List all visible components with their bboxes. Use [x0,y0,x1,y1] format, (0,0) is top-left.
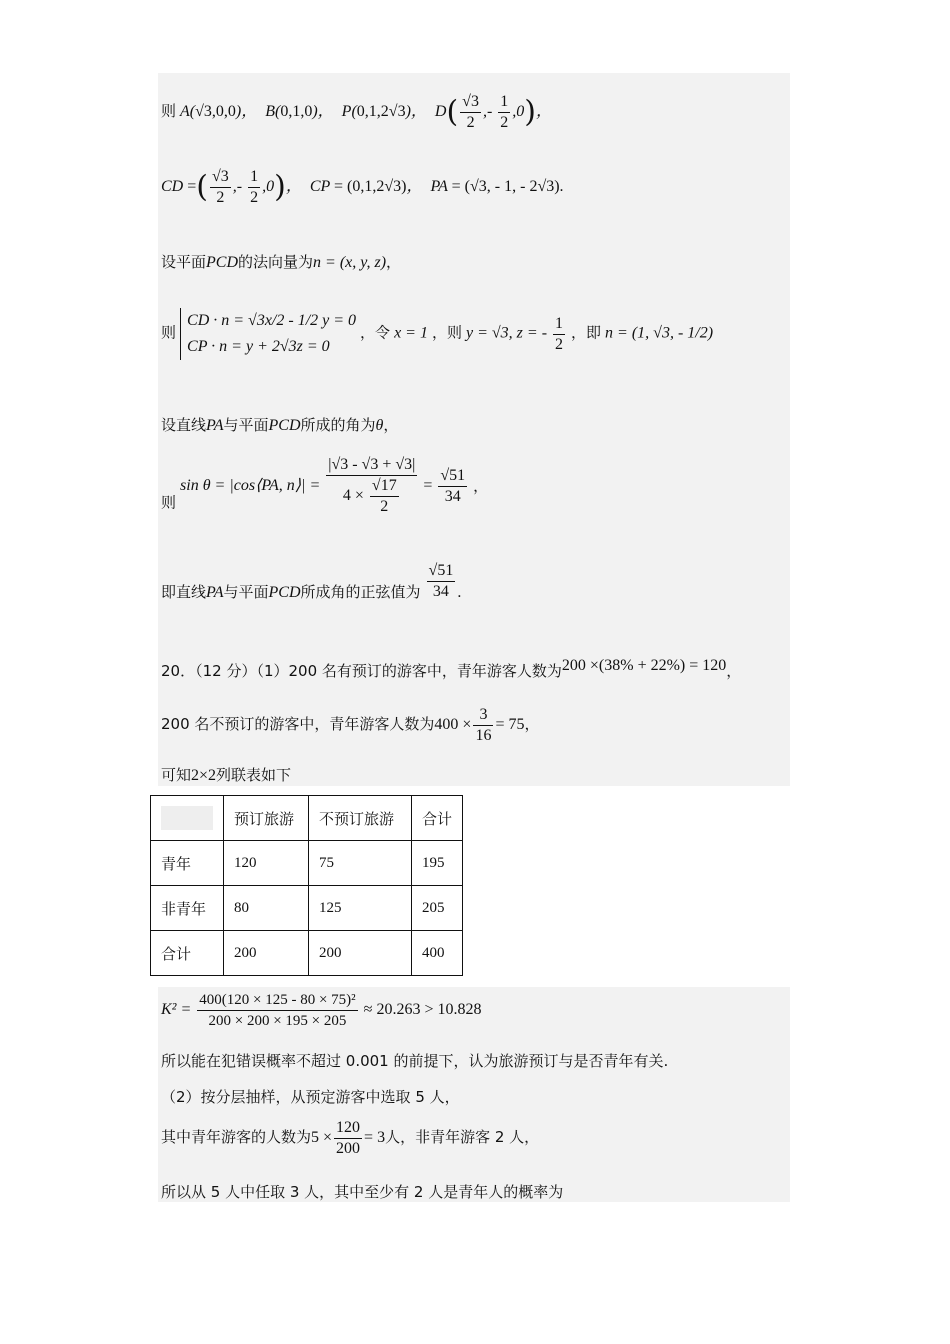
problem20-line2 [161,705,539,746]
text: ， [524,715,540,734]
table-size: 2×2 [191,767,217,784]
line-name: PA [206,584,224,602]
youth-sample-line [161,1118,539,1159]
text: 与平面 [223,583,269,602]
plane-name: PCD [268,417,301,434]
text-prefix: 则 [161,102,177,121]
text: ， [473,477,489,495]
expr: = 75 [495,716,525,734]
expr: 400 × [434,716,472,734]
table-cell: 205 [412,886,463,931]
fraction-120-200 [334,1118,362,1159]
frac-den: 34 [444,487,461,505]
table-corner-cell [151,796,224,841]
text: 可知 [161,766,192,784]
frac-num: 1 [553,314,565,335]
yz-values: y = √3, z = - [465,324,548,342]
table-header: 合计 [412,796,463,841]
vectors-math: CD =( $\frac{√3}{2}$ ,- $\frac{1}{2}$ ,0)， CP = (0,1,2√3)， PA = (√3, - 1, - 2√3). [161,168,564,206]
normal-vector-result: n = (1, √3, - 1/2) [605,324,714,342]
table-cell: 195 [412,841,463,886]
coords-line [161,92,552,133]
fraction-3-16 [473,705,493,746]
frac-num: √3 [460,92,481,113]
frac-den: 2 [380,498,389,515]
table-header: 不预订旅游 [309,796,412,841]
text: 所成的角为 [300,416,376,434]
table-header: 预订旅游 [224,796,309,841]
frac-num: √51 [438,466,467,487]
problem20-line3 [161,765,291,786]
k-squared-fraction [197,990,357,1031]
table-cell: 125 [309,886,412,931]
frac-num: 1 [498,92,510,113]
frac-num: 120 [334,1118,362,1139]
text: ， [386,253,402,271]
text: 的法向量为 [238,253,314,271]
line-name: PA [206,417,224,434]
contingency-table [150,795,463,976]
plane-name: PCD [206,254,239,271]
text: 人，非青年游客 2 人， [385,1128,540,1147]
text: 设直线 [161,416,207,434]
equals: = [423,477,433,494]
table-cell: 200 [309,931,412,976]
text: 设平面 [161,253,207,271]
vectors-line [161,167,564,208]
k-squared-label: K² = [161,1001,192,1019]
text: . [457,584,462,602]
den-part: 4 × [342,487,364,505]
result-fraction [438,466,467,507]
table-cell: 80 [224,886,309,931]
text: 其中青年游客的人数为 [161,1128,312,1147]
text: ，则 [431,323,462,342]
equation-1: CD · n = √3x/2 - 1/2 y = 0 [187,312,357,329]
text: ，即 [571,323,602,342]
text: ，令 [360,323,391,342]
x-value: x = 1 [394,324,428,342]
frac-num: 3 [473,705,493,726]
sin-theta-line [161,455,488,517]
fraction-half [553,314,565,355]
text: ， [726,662,742,680]
text: （2）按分层抽样，从预定游客中选取 5 人， [161,1088,460,1106]
frac-den: 200 [336,1140,361,1157]
frac-den: 2 [500,114,509,131]
frac-num: √17 [370,476,399,497]
frac-num: √51 [427,561,456,582]
table-row [151,841,463,886]
table-cell: 400 [412,931,463,976]
frac-num: 400(120 × 125 - 80 × 75)² [197,990,357,1011]
equation-2: CP · n = y + 2√3z = 0 [187,338,330,355]
angle-symbol: θ [375,417,384,434]
equation-system [180,308,356,360]
frac-den: 34 [432,583,449,600]
frac-den: 2 [555,335,564,353]
angle-line [161,415,398,436]
probability-line [161,1182,563,1203]
table-cell: 青年 [151,841,224,886]
text: 与平面 [223,416,269,434]
text: 所以从 5 人中任取 3 人，其中至少有 2 人是青年人的概率为 [161,1183,564,1201]
frac-den [326,476,417,517]
text: 20．（12 分）（1）200 名有预订的游客中，青年游客人数为 [161,662,562,680]
table-cell: 75 [309,841,412,886]
sine-value [427,561,456,602]
text: 200 名不预订的游客中，青年游客人数为 [161,715,435,734]
expr: 5 × [311,1129,333,1147]
conclusion-line [161,561,461,603]
text: 所成角的正弦值为 [300,583,421,602]
table-header-row [151,796,463,841]
text: 则 [161,493,177,512]
plane-name: PCD [268,584,301,602]
table-row [151,886,463,931]
frac-den: 16 [475,727,492,744]
table-cell: 120 [224,841,309,886]
k-squared-result: ≈ 20.263 > 10.828 [363,1001,482,1019]
sin-theta-lhs: sin θ = |cos⟨PA, n⟩| = [180,477,321,494]
text: 即直线 [161,583,207,602]
corner-shade [161,806,213,830]
sin-fraction [326,455,417,517]
part2-intro [161,1087,460,1108]
table-row [151,931,463,976]
normal-vector: n = (x, y, z) [313,254,387,271]
text: 则 [161,323,177,342]
frac-den: 200 × 200 × 195 × 205 [208,1013,347,1029]
normal-vector-line [161,252,401,273]
text: 列联表如下 [216,766,292,784]
coords-math: A(√3,0,0)， B(0,1,0)， P(0,1,2√3)， D( $\frac{√3}{2}$ ,- $\frac{1}{2}$ ,0)， [180,93,553,131]
youth-count-expr: 200 ×(38% + 22%) = 120 [561,657,727,674]
text: ， [383,416,399,434]
frac-den: 2 [466,114,475,131]
table-cell: 非青年 [151,886,224,931]
equation-system-line [161,308,713,360]
expr: = 3 [364,1129,386,1147]
frac-num: |√3 - √3 + √3| [326,455,417,476]
k-squared-line [161,990,481,1031]
conclusion-text [161,1051,668,1072]
text: 所以能在犯错误概率不超过 0.001 的前提下，认为旅游预订与是否青年有关. [161,1052,669,1070]
problem20-line1 [161,656,741,682]
table-cell: 合计 [151,931,224,976]
table-cell: 200 [224,931,309,976]
